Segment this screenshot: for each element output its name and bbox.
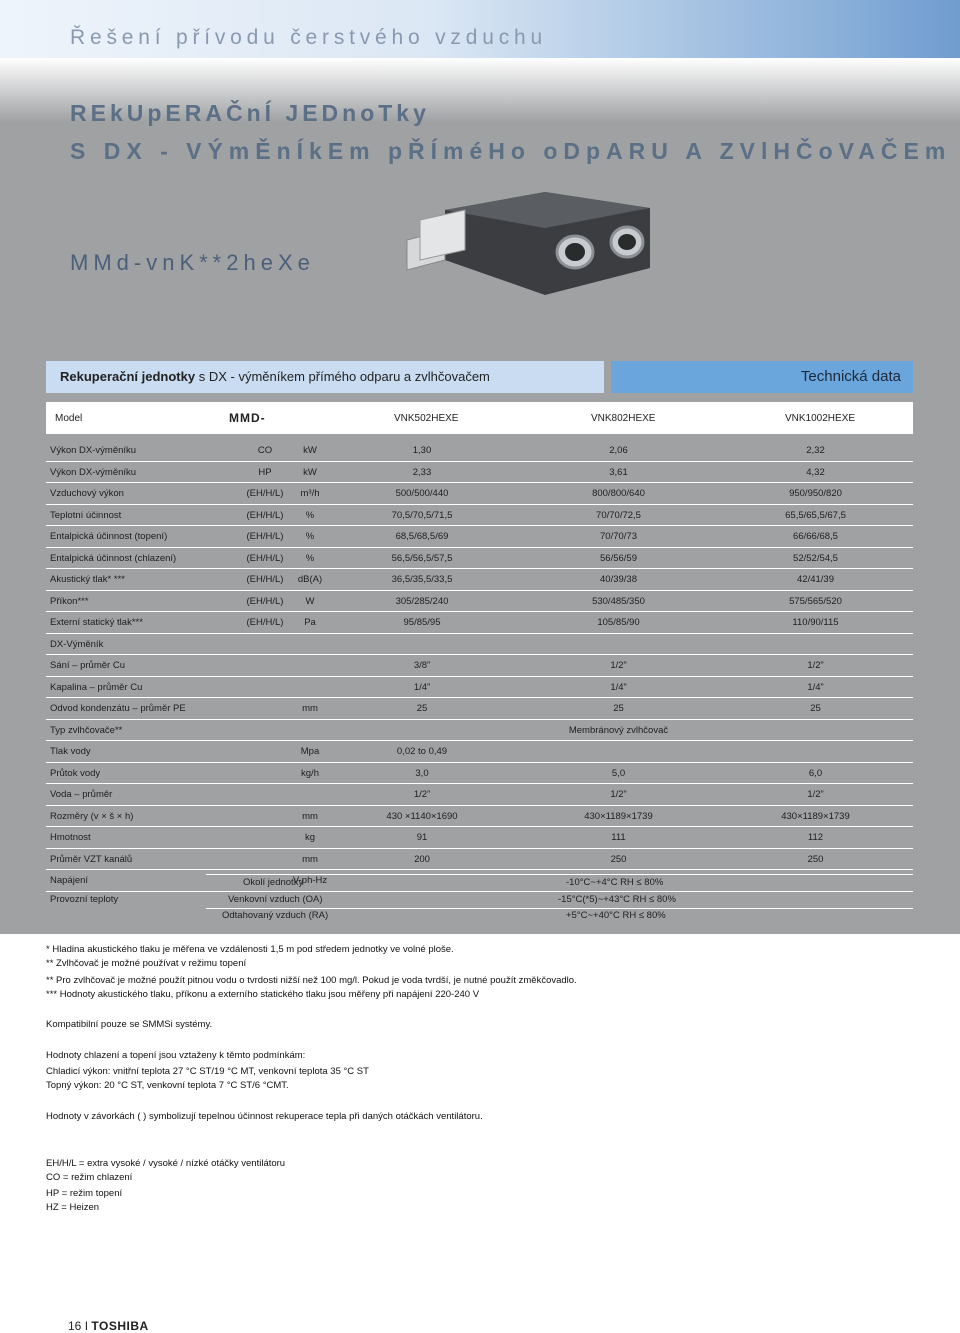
section-heading: REkUpERAČnÍ JEDnoTky	[70, 100, 430, 126]
temp-name-1: Okolí jednotky	[243, 877, 304, 888]
row-unit: kg	[304, 832, 316, 843]
operating-temps	[46, 872, 913, 927]
row-label: Voda – průměr	[50, 789, 113, 800]
table-row	[46, 763, 913, 785]
row-value-3: 2,32	[806, 445, 825, 456]
conditions-cooling: Chladicí výkon: vnitřní teplota 27 °C ST/19 °C MT, venkovní teplota 35 °C ST	[46, 1066, 369, 1077]
row-value-3: 1/4”	[807, 681, 824, 693]
row-unit: Mpa	[300, 746, 320, 757]
row-unit: Pa	[304, 617, 316, 628]
banner-title: Řešení přívodu čerstvého vzduchu	[70, 26, 547, 49]
row-label: Akustický tlak* ***	[50, 574, 125, 585]
row-mode: (EH/H/L)	[246, 617, 284, 628]
row-unit: %	[305, 531, 315, 542]
footer-separator: I	[84, 1319, 89, 1333]
spec-table	[46, 440, 913, 892]
row-value-3: 52/52/54,5	[793, 552, 838, 564]
row-value-2: 3,61	[609, 466, 628, 478]
row-value-3: 950/950/820	[789, 488, 842, 499]
row-value-3: 4,32	[806, 466, 825, 478]
table-row	[46, 483, 913, 505]
row-value-1: 1/4”	[413, 681, 431, 693]
table-row	[46, 784, 913, 806]
brand-name: TOSHIBA	[91, 1319, 149, 1333]
row-label: Hmotnost	[50, 832, 91, 843]
row-value-2: 530/485/350	[592, 595, 645, 607]
row-unit: kW	[303, 445, 317, 456]
row-unit: kg/h	[301, 767, 319, 779]
row-value-3: 110/90/115	[792, 617, 839, 628]
row-label: Typ zvlhčovače**	[50, 724, 123, 736]
row-label: Rozměry (v × š × h)	[50, 810, 134, 822]
legend-2: CO = režim chlazení	[46, 1172, 133, 1183]
row-value-2: 800/800/640	[592, 488, 645, 499]
table-row	[46, 548, 913, 570]
row-label: Napájení	[50, 875, 89, 886]
row-label: Vzduchový výkon	[50, 488, 124, 499]
table-title-rest: s DX - výměníkem přímého odparu a zvlhčovačem	[195, 369, 490, 384]
row-unit: mm	[302, 810, 318, 822]
row-value-2: 2,06	[609, 445, 628, 456]
page-number: 16	[68, 1319, 82, 1333]
row-value-1: 3,0	[415, 767, 429, 779]
row-value-1: 25	[416, 703, 428, 714]
table-row	[46, 462, 913, 484]
row-mode: (EH/H/L)	[246, 574, 284, 585]
section-subheading: S DX - VÝmĚnÍkEm pŘÍméHo oDpARU A ZVlHČoVAČEm	[70, 138, 952, 164]
table-row	[46, 655, 913, 677]
row-unit: V-ph-Hz	[292, 875, 328, 886]
table-row	[46, 720, 913, 742]
row-value-1: 430 ×1140×1690	[386, 810, 458, 822]
temp-name-3: Odtahovaný vzduch (RA)	[222, 910, 329, 921]
row-mode: (EH/H/L)	[246, 509, 284, 521]
row-value-1: 1/2”	[413, 789, 431, 800]
row-value-3: 66/66/68,5	[793, 531, 838, 542]
note-3: ** Pro zvlhčovač je možné použít pitnou vodu o tvrdosti nižší než 100 mg/l. Pokud je voda tvrdší, je nutné použít změkčovadlo.	[46, 975, 577, 986]
row-value-3: 112	[807, 832, 824, 843]
table-row	[46, 827, 913, 849]
row-label: Příkon***	[50, 595, 89, 607]
row-unit: dB(A)	[297, 574, 323, 585]
legend-4: HZ = Heizen	[46, 1202, 100, 1213]
table-row	[46, 569, 913, 591]
brackets-note: Hodnoty v závorkách ( ) symbolizují tepelnou účinnost rekuperace tepla při daných otáčkách ventilátoru.	[46, 1111, 483, 1122]
table-row	[46, 806, 913, 828]
table-row	[46, 741, 913, 763]
top-banner	[0, 0, 960, 58]
row-value-2: 25	[613, 703, 624, 714]
table-row	[46, 526, 913, 548]
note-2: ** Zvlhčovač je možné používat v režimu topení	[46, 958, 247, 969]
table-row	[46, 849, 913, 871]
row-unit: kW	[303, 466, 317, 478]
row-value-1: 3/8”	[413, 660, 431, 671]
row-value-1: 91	[416, 832, 428, 843]
row-value-1: 200	[414, 853, 430, 865]
row-value-3: 25	[810, 703, 821, 714]
temp-divider	[206, 874, 913, 875]
row-value-2: 430×1189×1739	[584, 810, 653, 822]
row-value-2: Membránový zvlhčovač	[568, 724, 669, 736]
table-row	[46, 505, 913, 527]
row-label: Průměr VZT kanálů	[50, 853, 133, 865]
table-row	[46, 677, 913, 699]
row-value-2: 1/2”	[610, 660, 627, 671]
row-mode: (EH/H/L)	[246, 552, 284, 564]
row-label: Externí statický tlak***	[50, 617, 143, 628]
compat-note: Kompatibilní pouze se SMMSi systémy.	[46, 1019, 213, 1030]
row-value-2: 56/56/59	[600, 552, 637, 564]
row-unit: mm	[302, 703, 318, 714]
table-row	[46, 698, 913, 720]
table-title	[46, 361, 604, 393]
model-3: VNK1002HEXE	[785, 413, 856, 424]
row-value-2: 111	[611, 832, 626, 843]
technical-data-label: Technická data	[611, 361, 913, 393]
conditions-heating: Topný výkon: 20 °C ST, venkovní teplota 7 °C ST/6 °CMT.	[46, 1080, 289, 1091]
temp-value-3: +5°C~+40°C RH ≤ 80%	[566, 910, 666, 921]
product-unit-image	[405, 190, 655, 300]
temp-value-2: -15°C(*5)~+43°C RH ≤ 80%	[558, 894, 676, 905]
row-label: Entalpická účinnost (topení)	[50, 531, 168, 542]
row-value-2: 250	[610, 853, 627, 865]
row-value-2: 1/4”	[610, 681, 627, 693]
table-row	[46, 440, 913, 462]
table-row	[46, 591, 913, 613]
row-label: Sání – průměr Cu	[50, 660, 125, 671]
temp-divider	[206, 891, 913, 892]
conditions-title: Hodnoty chlazení a topení jsou vztaženy k těmto podmínkám:	[46, 1050, 306, 1061]
model-prefix: MMD-	[229, 411, 266, 425]
row-label: Průtok vody	[50, 767, 101, 779]
row-unit: %	[305, 552, 315, 564]
row-value-3: 42/41/39	[797, 574, 834, 585]
row-label: Teplotní účinnost	[50, 509, 122, 521]
row-value-1: 1,30	[412, 445, 432, 456]
row-value-3: 1/2”	[807, 660, 824, 671]
row-value-1: 0,02 to 0,49	[396, 746, 448, 757]
row-value-3: 6,0	[808, 767, 823, 779]
row-mode: CO	[257, 445, 273, 456]
model-header-row	[46, 402, 913, 434]
row-value-2: 5,0	[611, 767, 626, 779]
row-value-3: 430×1189×1739	[781, 810, 850, 822]
row-value-2: 1/2”	[610, 789, 627, 800]
row-unit: m³/h	[300, 488, 320, 499]
legend-3: HP = režim topení	[46, 1188, 123, 1199]
table-row	[46, 634, 913, 656]
row-value-2: 105/85/90	[597, 617, 640, 628]
row-value-1: 36,5/35,5/33,5	[391, 574, 453, 585]
legend-1: EH/H/L = extra vysoké / vysoké / nízké otáčky ventilátoru	[46, 1158, 286, 1169]
row-label: DX-Výměník	[50, 638, 104, 650]
row-value-3: 1/2”	[807, 789, 824, 800]
row-unit: %	[305, 509, 315, 521]
model-1: VNK502HEXE	[394, 413, 459, 424]
temp-name-2: Venkovní vzduch (OA)	[228, 894, 323, 905]
note-4: *** Hodnoty akustického tlaku, příkonu a externího statického tlaku jsou měřeny při napájení 220-240 V	[46, 989, 480, 1000]
row-value-1: 68,5/68,5/69	[395, 531, 449, 542]
row-unit: W	[305, 595, 315, 607]
row-label: Odvod kondenzátu – průměr PE	[50, 703, 186, 714]
temp-label: Provozní teploty	[50, 894, 119, 905]
row-mode: HP	[258, 466, 272, 478]
row-label: Entalpická účinnost (chlazení)	[50, 552, 177, 564]
row-value-1: 56,5/56,5/57,5	[391, 552, 453, 564]
temp-value-1: -10°C~+4°C RH ≤ 80%	[566, 877, 664, 888]
row-mode: (EH/H/L)	[246, 531, 284, 542]
temp-divider	[206, 908, 913, 909]
row-value-2: 70/70/73	[600, 531, 637, 542]
row-label: Výkon DX-výměníku	[50, 466, 137, 478]
row-label: Výkon DX-výměníku	[50, 445, 137, 456]
row-value-3: 575/565/520	[789, 595, 842, 607]
row-value-3: 250	[807, 853, 824, 865]
page-footer	[68, 1319, 149, 1333]
row-value-1: 95/85/95	[403, 617, 441, 628]
row-value-1: 500/500/440	[395, 488, 449, 499]
row-value-1: 70,5/70,5/71,5	[391, 509, 453, 521]
row-label: Tlak vody	[50, 746, 91, 757]
row-mode: (EH/H/L)	[246, 488, 284, 499]
row-value-2: 40/39/38	[600, 574, 637, 585]
row-unit: mm	[302, 853, 318, 865]
row-value-3: 65,5/65,5/67,5	[785, 509, 846, 521]
row-value-2: 70/70/72,5	[596, 509, 641, 521]
row-value-1: 305/285/240	[395, 595, 449, 607]
model-2: VNK802HEXE	[591, 413, 656, 424]
table-row	[46, 612, 913, 634]
model-label: Model	[55, 413, 83, 424]
model-code: MMd-vnK**2heXe	[70, 250, 315, 275]
row-label: Kapalina – průměr Cu	[50, 681, 143, 693]
row-mode: (EH/H/L)	[246, 595, 284, 607]
row-value-1: 2,33	[412, 466, 432, 478]
note-1: * Hladina akustického tlaku je měřena ve vzdálenosti 1,5 m pod středem jednotky ve volné ploše.	[46, 944, 454, 955]
table-title-bold: Rekuperační jednotky	[60, 369, 196, 384]
